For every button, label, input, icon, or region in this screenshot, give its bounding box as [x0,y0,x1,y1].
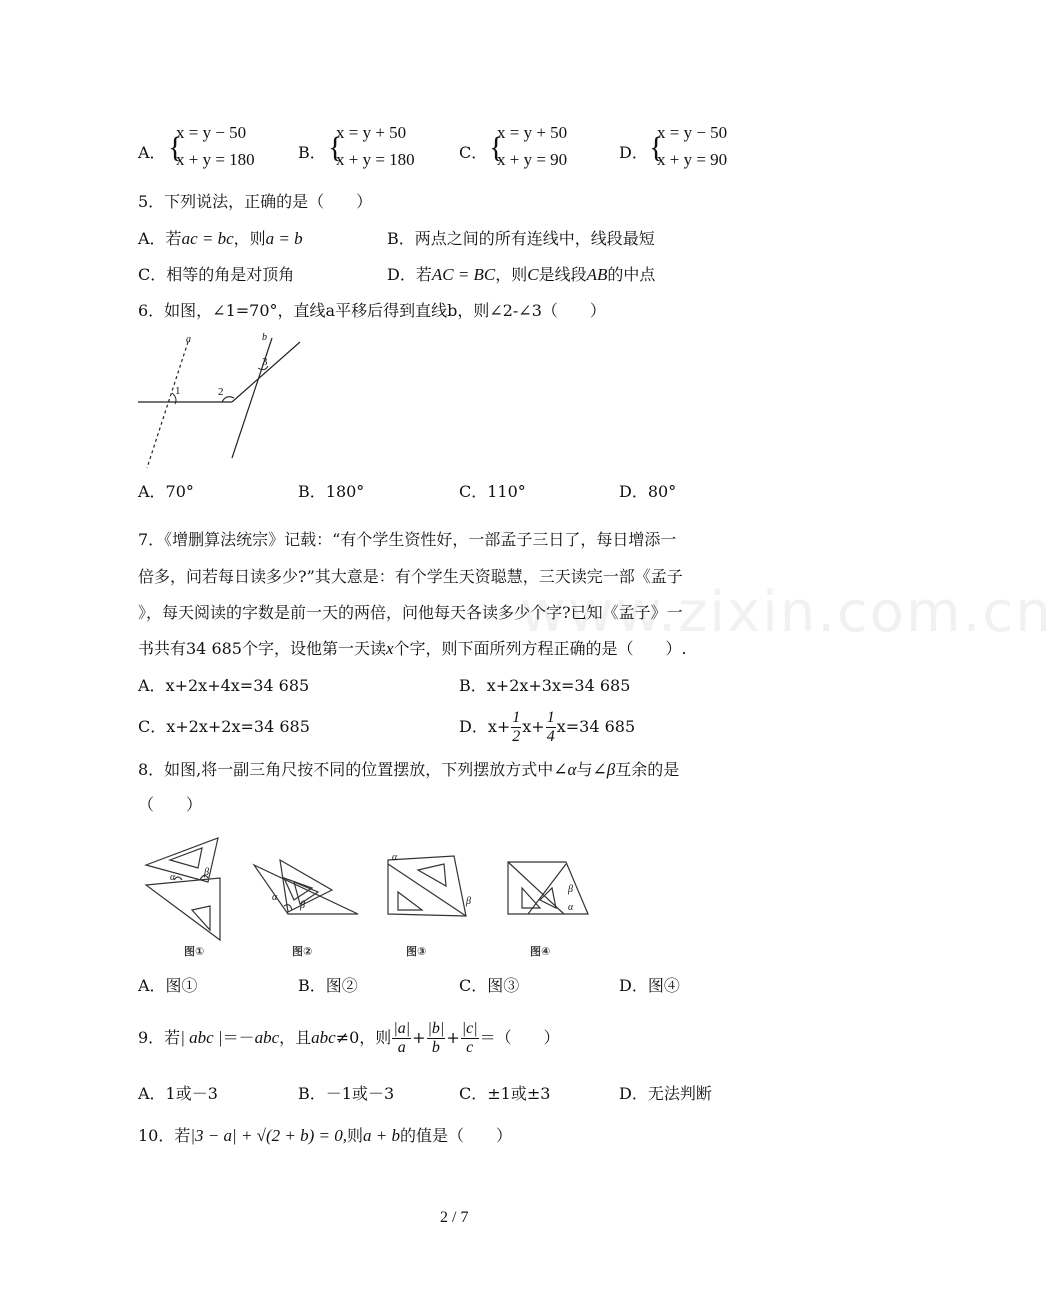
q8-line-2: （ ） [138,795,203,814]
q8-fig3-beta: β [466,896,471,907]
q8-fig1-beta: β [204,867,209,878]
q6-option-c: C．110° [459,482,526,501]
q8-fig3-caption: 图③ [406,945,427,958]
q4-option-a: A． { x = y − 50 x + y = 180 [138,123,255,169]
q7-line-1: 7．《增删算法统宗》记载：“有个学生资性好，一部孟子三日了，每日增添一 [138,530,677,549]
q6-figure [130,328,310,473]
q9-stem: 9．若| abc |＝－abc，且abc≠0，则 $\frac{|a|}{a}$ + $\frac{|b|}{b}$ + $\frac{|c|}{c}$ ＝（ ） [138,1020,560,1056]
q8-fig2-beta: β [300,900,305,911]
q8-fig3-alpha: α [392,852,398,863]
q6-label-a: a [186,334,191,345]
q8-option-d: D．图④ [619,976,680,995]
q4-option-b: B． { x = y + 50 x + y = 180 [298,123,415,169]
q9-fraction-c: $\frac{|c|}{c}$ [461,1020,478,1056]
q6-line-a [147,342,188,468]
q8-fig4-alpha: α [568,902,574,913]
q7-option-a: A．x+2x+4x=34 685 [138,676,310,695]
q10-stem: 10．若|3 − a| + √(2 + b) = 0,则a + b的值是（ ） [138,1126,513,1145]
q7-fraction-half: $\frac{1}{2}$ [512,709,521,745]
q6-option-b: B．180° [298,482,365,501]
q6-label-b: b [262,332,267,343]
q8-figure-4 [508,862,588,914]
q4-option-d: D． { x = y − 50 x + y = 90 [619,123,728,169]
page-number: 2 / 7 [440,1209,469,1226]
q7-option-d: D．x+ $\frac{1}{2}$ x+ $\frac{1}{4}$ x=34 685 [459,709,636,745]
q9-fraction-a: $\frac{|a|}{a}$ [393,1020,411,1056]
q8-fig4-beta: β [568,884,573,895]
q8-figure-1 [146,838,220,940]
q9-option-d: D．无法判断 [619,1084,712,1103]
q8-fig1-alpha: α [170,872,176,883]
q8-figure-3 [388,856,466,916]
q6-label-1: 1 [175,385,181,397]
q8-fig2-caption: 图② [292,945,313,958]
q5-option-b: B．两点之间的所有连线中，线段最短 [387,229,655,248]
q5-stem: 5．下列说法，正确的是（ ） [138,192,373,211]
q5-option-d: D．若AC = BC，则C是线段AB的中点 [387,265,656,284]
q7-line-4: 书共有34 685个字，设他第一天读x个字，则下面所列方程正确的是（ ）. [138,639,687,658]
q8-option-c: C．图③ [459,976,520,995]
q6-option-d: D．80° [619,482,677,501]
q6-label-2: 2 [218,386,224,398]
q9-fraction-b: $\frac{|b|}{b}$ [427,1020,445,1056]
q6-label-3: 3 [262,356,268,368]
q5-option-a: A．若ac = bc，则a = b [138,229,303,248]
q7-line-2: 倍多，问若每日读多少?”其大意是：有个学生天资聪慧，三天读完一部《孟子 [138,567,683,586]
q8-option-b: B．图② [298,976,358,995]
q9-option-a: A．1或－3 [138,1084,218,1103]
q9-option-b: B．－1或－3 [298,1084,395,1103]
q8-figure-2 [254,860,358,914]
q6-ray [232,342,300,402]
q8-fig2-alpha: α [272,892,278,903]
q7-option-b: B．x+2x+3x=34 685 [459,676,631,695]
watermark: www.zixin.com.cn [520,580,1053,645]
q7-line-3: 》，每天阅读的字数是前一天的两倍，问他每天各读多少个字?已知《孟子》一 [138,603,683,622]
q4-option-c: C． { x = y + 50 x + y = 90 [459,123,568,169]
q6-stem: 6．如图，∠1=70°，直线a平移后得到直线b，则∠2-∠3（ ） [138,301,606,320]
q8-line-1: 8．如图,将一副三角尺按不同的位置摆放，下列摆放方式中∠α与∠β互余的是 [138,760,680,779]
q6-option-a: A．70° [138,482,194,501]
q8-fig4-caption: 图④ [530,945,551,958]
q9-option-c: C．±1或±3 [459,1084,551,1103]
q8-figures [136,830,596,960]
q7-option-c: C．x+2x+2x=34 685 [138,717,310,736]
q8-fig1-caption: 图① [184,945,205,958]
q8-option-a: A．图① [138,976,198,995]
q7-fraction-quarter: $\frac{1}{4}$ [546,709,555,745]
q5-option-c: C．相等的角是对顶角 [138,265,295,284]
